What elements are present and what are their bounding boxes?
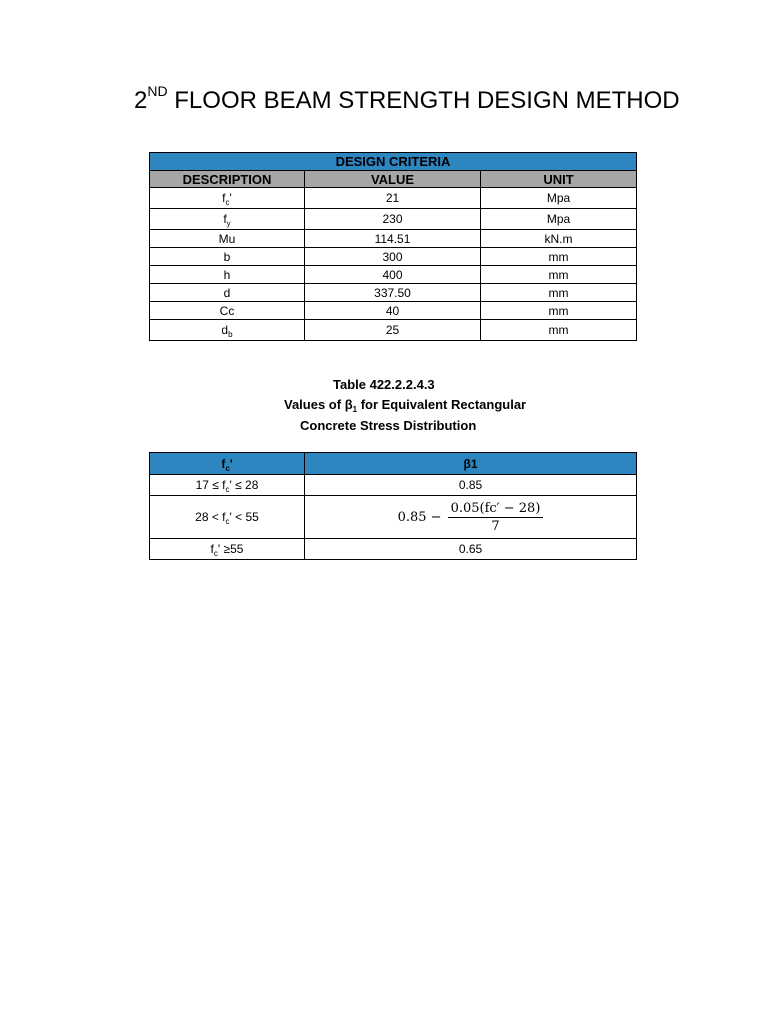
beta-formula [398,501,544,534]
title-number: 2 [134,87,148,114]
page-title [134,83,694,115]
row-unit: mm [481,248,637,266]
row-unit: Mpa [481,209,637,230]
table-row [150,266,637,284]
table-row [150,248,637,266]
column-header-unit: UNIT [481,171,637,188]
formula-numerator: 0.05(fc′ − 28) [448,501,544,518]
row-value: 25 [305,320,481,341]
formula-lead: 0.85 − [397,509,442,525]
row-value: 400 [305,266,481,284]
row-unit: Mpa [481,188,637,209]
row-unit: mm [481,266,637,284]
row-value: 40 [305,302,481,320]
row-unit: mm [481,284,637,302]
row-beta-formula [305,496,637,539]
row-range: $28 < f_c' < 55$ [150,496,305,539]
row-range: $f_c' \ge 55$ [150,539,305,560]
title-text: FLOOR BEAM STRENGTH DESIGN METHOD [167,87,680,114]
row-description: b [150,248,305,266]
row-range: $17 \le f_c' \le 28$ [150,475,305,496]
row-value: 114.51 [305,230,481,248]
table-row [150,188,637,209]
row-description: $f_y$ [150,209,305,230]
row-value: 300 [305,248,481,266]
row-value: 21 [305,188,481,209]
table-row [150,302,637,320]
row-beta-value: 0.65 [305,539,637,560]
column-header-fc: $f_c'$ [150,453,305,475]
row-description: $f_c'$ [150,188,305,209]
table-caption-subtitle: Concrete Stress Distribution [300,418,477,433]
row-value: 230 [305,209,481,230]
table-caption-title: Values of $\beta_1$ for Equivalent Rectangular [284,397,527,414]
table-row [150,284,637,302]
row-beta-value: 0.85 [305,475,637,496]
column-header-value: VALUE [305,171,481,188]
table-row [150,320,637,341]
row-value: 337.50 [305,284,481,302]
row-unit: mm [481,320,637,341]
row-description: Cc [150,302,305,320]
row-unit: mm [481,302,637,320]
row-description: d [150,284,305,302]
table-row [150,475,637,496]
formula-fraction [448,501,544,534]
title-ordinal: ND [147,83,168,99]
column-header-beta1: β1 [305,453,637,475]
design-criteria-heading: DESIGN CRITERIA [150,153,637,171]
row-description: h [150,266,305,284]
row-unit: kN.m [481,230,637,248]
column-header-description: DESCRIPTION [150,171,305,188]
row-description: Mu [150,230,305,248]
design-criteria-table [149,152,637,341]
formula-denominator: 7 [491,518,500,534]
row-description: $d_b$ [150,320,305,341]
table-row [150,539,637,560]
table-row [150,496,637,539]
beta1-values-table [149,452,637,560]
table-row [150,230,637,248]
table-caption-number: Table 422.2.2.4.3 [333,377,435,392]
table-row [150,209,637,230]
